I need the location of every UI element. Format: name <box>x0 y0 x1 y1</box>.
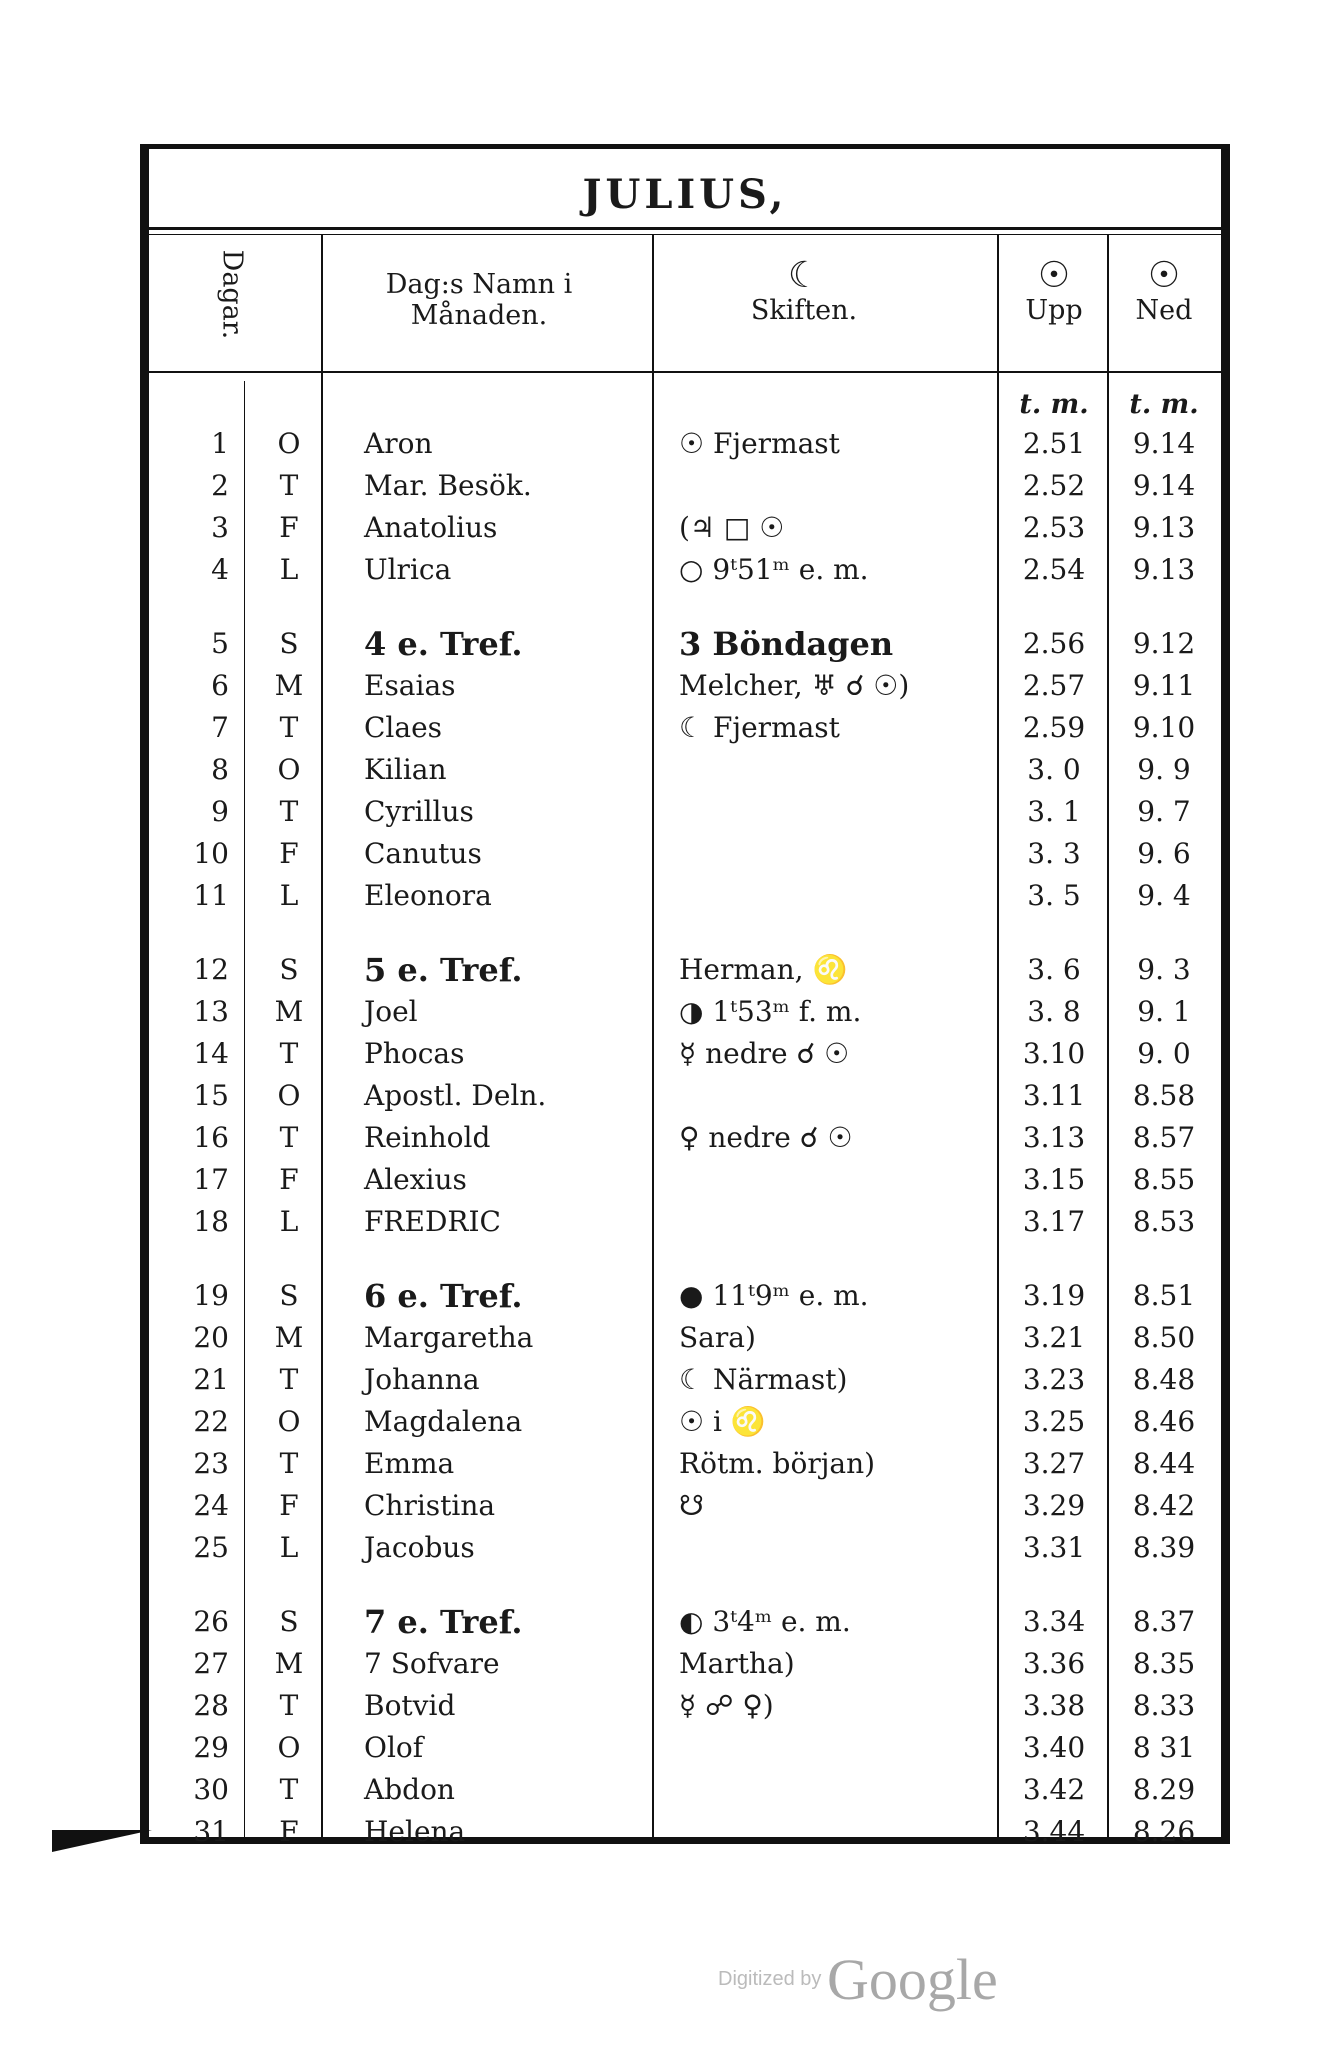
sunrise-time: 3.23 <box>1022 1363 1086 1396</box>
weekday-letter: T <box>279 1447 299 1480</box>
sun-icon: ☉ <box>1147 255 1181 296</box>
table-row <box>149 624 1221 664</box>
phases-label: Skiften. <box>750 295 858 326</box>
name-of-day: Kilian <box>364 753 447 786</box>
phase-note: Rötm. början) <box>679 1447 876 1480</box>
weekday-letter: L <box>279 879 299 912</box>
sunrise-time: 3. 8 <box>1027 995 1081 1028</box>
sunrise-time: 3.42 <box>1022 1773 1086 1806</box>
weekday-letter: M <box>274 995 304 1028</box>
table-row <box>149 992 1221 1032</box>
table-row <box>149 792 1221 832</box>
table-row <box>149 1486 1221 1526</box>
weekday-letter: S <box>279 1605 299 1638</box>
sunset-time: 9.14 <box>1132 469 1196 502</box>
name-of-day: Magdalena <box>364 1405 523 1438</box>
sunset-time: 8 31 <box>1132 1731 1196 1764</box>
weekday-letter: F <box>279 1163 299 1196</box>
sunset-time: 9.13 <box>1132 553 1196 586</box>
weekday-letter: O <box>277 1405 301 1438</box>
weekday-letter: S <box>279 627 299 660</box>
day-number: 17 <box>193 1163 229 1196</box>
digitized-label: Digitized by <box>718 1967 822 1990</box>
digitized-watermark <box>718 1946 998 2013</box>
sunset-time: 9. 9 <box>1137 753 1191 786</box>
sunset-time: 9. 3 <box>1137 953 1191 986</box>
sunrise-header <box>1004 257 1104 326</box>
title-divider <box>149 227 1221 230</box>
phase-note: ☋ <box>679 1489 704 1522</box>
weekday-letter: F <box>279 1815 299 1848</box>
sunset-time: 9.10 <box>1132 711 1196 744</box>
table-row <box>149 1276 1221 1316</box>
day-number: 29 <box>193 1731 229 1764</box>
sunrise-time: 2.52 <box>1022 469 1086 502</box>
weekday-letter: T <box>279 1773 299 1806</box>
name-of-day: Helena <box>364 1815 466 1848</box>
weekday-letter: T <box>279 711 299 744</box>
day-number: 21 <box>193 1363 229 1396</box>
table-row <box>149 1812 1221 1852</box>
name-of-day: Emma <box>364 1447 455 1480</box>
sunset-time: 8.35 <box>1132 1647 1196 1680</box>
table-row <box>149 550 1221 590</box>
sunset-time: 8.58 <box>1132 1079 1196 1112</box>
table-row <box>149 666 1221 706</box>
name-of-day: 6 e. Tref. <box>364 1277 523 1315</box>
table-row <box>149 1528 1221 1568</box>
sunrise-time: 2.54 <box>1022 553 1086 586</box>
weekday-letter: O <box>277 1731 301 1764</box>
sunset-time: 8.46 <box>1132 1405 1196 1438</box>
day-number: 16 <box>193 1121 229 1154</box>
day-number: 12 <box>193 953 229 986</box>
day-number: 25 <box>193 1531 229 1564</box>
weekday-letter: T <box>279 795 299 828</box>
name-of-day: Anatolius <box>364 511 498 544</box>
day-number: 1 <box>211 427 229 460</box>
day-number: 13 <box>193 995 229 1028</box>
day-number: 31 <box>193 1815 229 1848</box>
sunset-time: 9. 4 <box>1137 879 1191 912</box>
sunrise-time: 2.51 <box>1022 427 1086 460</box>
day-number: 7 <box>211 711 229 744</box>
weekday-letter: F <box>279 837 299 870</box>
table-row <box>149 1444 1221 1484</box>
name-of-day: 7 Sofvare <box>364 1647 500 1680</box>
name-of-day: Joel <box>364 995 418 1028</box>
name-of-day: Aron <box>364 427 433 460</box>
day-number: 28 <box>193 1689 229 1722</box>
weekday-letter: T <box>279 1363 299 1396</box>
table-row <box>149 508 1221 548</box>
sunrise-time: 3.40 <box>1022 1731 1086 1764</box>
name-of-day: Alexius <box>364 1163 467 1196</box>
sunset-label: Ned <box>1135 295 1193 326</box>
weekday-letter: O <box>277 753 301 786</box>
sunset-time: 8.29 <box>1132 1773 1196 1806</box>
sunset-time: 8.48 <box>1132 1363 1196 1396</box>
header-divider <box>149 371 1221 373</box>
sunrise-time: 2.53 <box>1022 511 1086 544</box>
sunset-time: 8.42 <box>1132 1489 1196 1522</box>
weekday-letter: F <box>279 511 299 544</box>
sunset-time: 8.44 <box>1132 1447 1196 1480</box>
table-row <box>149 708 1221 748</box>
name-of-day: Claes <box>364 711 443 744</box>
day-number: 10 <box>193 837 229 870</box>
phase-note: ○ 9ᵗ51ᵐ e. m. <box>679 553 869 586</box>
name-of-day: Olof <box>364 1731 424 1764</box>
day-number: 6 <box>211 669 229 702</box>
name-of-day: 5 e. Tref. <box>364 951 523 989</box>
weekday-letter: M <box>274 669 304 702</box>
weekday-letter: S <box>279 953 299 986</box>
sunset-time: 8.33 <box>1132 1689 1196 1722</box>
name-of-day: Jacobus <box>364 1531 475 1564</box>
table-row <box>149 1728 1221 1768</box>
phase-note: Melcher, ♅ ☌ ☉) <box>679 669 910 702</box>
table-row <box>149 466 1221 506</box>
name-of-day: Eleonora <box>364 879 492 912</box>
sunset-time: 9. 1 <box>1137 995 1191 1028</box>
sunrise-time: 3.44 <box>1022 1815 1086 1848</box>
name-of-day: 4 e. Tref. <box>364 625 523 663</box>
name-of-day: Apostl. Deln. <box>364 1079 547 1112</box>
day-number: 2 <box>211 469 229 502</box>
phase-note: (♃ □ ☉ <box>679 511 785 544</box>
phase-note: ◑ 1ᵗ53ᵐ f. m. <box>679 995 862 1028</box>
sunrise-time: 2.57 <box>1022 669 1086 702</box>
sunset-unit: t. m. <box>1129 389 1199 420</box>
name-of-day: Botvid <box>364 1689 456 1722</box>
table-row <box>149 750 1221 790</box>
sunset-time: 8.37 <box>1132 1605 1196 1638</box>
name-of-day: FREDRIC <box>364 1205 501 1238</box>
table-row <box>149 1318 1221 1358</box>
sunset-time: 8.39 <box>1132 1531 1196 1564</box>
sunrise-time: 3.15 <box>1022 1163 1086 1196</box>
weekday-letter: T <box>279 1037 299 1070</box>
sunrise-time: 3.19 <box>1022 1279 1086 1312</box>
sunrise-time: 3. 1 <box>1027 795 1081 828</box>
moon-icon: ☾ <box>787 255 821 296</box>
weekday-letter: L <box>279 1205 299 1238</box>
day-number: 8 <box>211 753 229 786</box>
sunset-time: 8.51 <box>1132 1279 1196 1312</box>
phase-note: ☿ nedre ☌ ☉ <box>679 1037 850 1070</box>
sunset-time: 8.50 <box>1132 1321 1196 1354</box>
day-number: 3 <box>211 511 229 544</box>
day-number: 20 <box>193 1321 229 1354</box>
weekday-letter: L <box>279 1531 299 1564</box>
phase-note: ☾ Närmast) <box>679 1363 848 1396</box>
sunset-header <box>1114 257 1214 326</box>
phase-note: ● 11ᵗ9ᵐ e. m. <box>679 1279 869 1312</box>
day-number: 30 <box>193 1773 229 1806</box>
sunrise-label: Upp <box>1025 295 1083 326</box>
table-row <box>149 1076 1221 1116</box>
sunrise-time: 3. 5 <box>1027 879 1081 912</box>
sunrise-time: 3.34 <box>1022 1605 1086 1638</box>
sunrise-time: 3.36 <box>1022 1647 1086 1680</box>
phase-note: Sara) <box>679 1321 756 1354</box>
day-number: 27 <box>193 1647 229 1680</box>
sun-icon: ☉ <box>1037 255 1071 296</box>
sunrise-time: 3.17 <box>1022 1205 1086 1238</box>
table-row <box>149 1602 1221 1642</box>
day-number: 4 <box>211 553 229 586</box>
sunset-time: 9.11 <box>1132 669 1196 702</box>
name-of-day: Abdon <box>364 1773 455 1806</box>
sunset-time: 8.53 <box>1132 1205 1196 1238</box>
phase-note: ☉ i ♌ <box>679 1405 766 1438</box>
name-of-day: 7 e. Tref. <box>364 1603 523 1641</box>
day-number: 9 <box>211 795 229 828</box>
sunset-time: 9. 7 <box>1137 795 1191 828</box>
day-number: 22 <box>193 1405 229 1438</box>
day-number: 18 <box>193 1205 229 1238</box>
weekday-letter: S <box>279 1279 299 1312</box>
weekday-letter: T <box>279 1689 299 1722</box>
table-row <box>149 1202 1221 1242</box>
day-number: 24 <box>193 1489 229 1522</box>
name-of-day: Margaretha <box>364 1321 534 1354</box>
table-row <box>149 1118 1221 1158</box>
sunrise-time: 3. 3 <box>1027 837 1081 870</box>
sunrise-time: 3.25 <box>1022 1405 1086 1438</box>
name-of-day: Reinhold <box>364 1121 491 1154</box>
name-of-day: Esaias <box>364 669 456 702</box>
phase-note: 3 Böndagen <box>679 625 894 663</box>
phase-note: ☉ Fjermast <box>679 427 840 460</box>
sunset-time: 8.26 <box>1132 1815 1196 1848</box>
table-row <box>149 1402 1221 1442</box>
table-row <box>149 1644 1221 1684</box>
weekday-letter: O <box>277 1079 301 1112</box>
day-number: 15 <box>193 1079 229 1112</box>
sunrise-unit: t. m. <box>1019 389 1089 420</box>
table-row <box>149 1360 1221 1400</box>
sunrise-time: 3.38 <box>1022 1689 1086 1722</box>
sunset-time: 9. 0 <box>1137 1037 1191 1070</box>
table-row <box>149 950 1221 990</box>
table-row <box>149 834 1221 874</box>
table-row <box>149 424 1221 464</box>
sunrise-time: 2.59 <box>1022 711 1086 744</box>
day-number: 5 <box>211 627 229 660</box>
sunset-time: 9.13 <box>1132 511 1196 544</box>
weekday-letter: M <box>274 1647 304 1680</box>
table-row <box>149 876 1221 916</box>
weekday-letter: F <box>279 1489 299 1522</box>
weekday-letter: O <box>277 427 301 460</box>
phase-note: ◐ 3ᵗ4ᵐ e. m. <box>679 1605 851 1638</box>
phase-note: ☾ Fjermast <box>679 711 840 744</box>
day-number: 26 <box>193 1605 229 1638</box>
sunrise-time: 3.27 <box>1022 1447 1086 1480</box>
name-of-day: Johanna <box>364 1363 480 1396</box>
names-header: Dag:s Namn i Månaden. <box>385 269 573 331</box>
sunrise-time: 2.56 <box>1022 627 1086 660</box>
sunrise-time: 3. 0 <box>1027 753 1081 786</box>
sunrise-time: 3.10 <box>1022 1037 1086 1070</box>
sunrise-time: 3.29 <box>1022 1489 1086 1522</box>
sunrise-time: 3.11 <box>1022 1079 1086 1112</box>
name-of-day: Mar. Besök. <box>364 469 532 502</box>
table-row <box>149 1160 1221 1200</box>
name-of-day: Phocas <box>364 1037 465 1070</box>
day-number: 19 <box>193 1279 229 1312</box>
name-of-day: Cyrillus <box>364 795 474 828</box>
sunset-time: 9.14 <box>1132 427 1196 460</box>
sunrise-time: 3.31 <box>1022 1531 1086 1564</box>
table-row <box>149 1686 1221 1726</box>
days-header: Dagar. <box>216 249 248 340</box>
title-divider-thin <box>149 234 1221 235</box>
phase-note: Herman, ♌ <box>679 953 848 986</box>
page-edge-mark <box>52 1830 152 1852</box>
table-row <box>149 1034 1221 1074</box>
sunset-time: 8.57 <box>1132 1121 1196 1154</box>
sunset-time: 9. 6 <box>1137 837 1191 870</box>
sunrise-time: 3.13 <box>1022 1121 1086 1154</box>
day-number: 23 <box>193 1447 229 1480</box>
weekday-letter: L <box>279 553 299 586</box>
weekday-letter: M <box>274 1321 304 1354</box>
phase-note: Martha) <box>679 1647 795 1680</box>
phase-note: ☿ ☍ ♀) <box>679 1689 774 1722</box>
brand-logo: Google <box>826 1947 998 2012</box>
sunrise-time: 3. 6 <box>1027 953 1081 986</box>
name-of-day: Ulrica <box>364 553 452 586</box>
day-number: 14 <box>193 1037 229 1070</box>
table-row <box>149 1770 1221 1810</box>
sunset-time: 9.12 <box>1132 627 1196 660</box>
sunset-time: 8.55 <box>1132 1163 1196 1196</box>
weekday-letter: T <box>279 469 299 502</box>
phase-note: ♀ nedre ☌ ☉ <box>679 1121 853 1154</box>
weekday-letter: T <box>279 1121 299 1154</box>
phases-header <box>669 257 939 326</box>
day-number: 11 <box>193 879 229 912</box>
name-of-day: Canutus <box>364 837 482 870</box>
month-title: JULIUS, <box>582 171 788 218</box>
calendar-table <box>140 144 1230 1848</box>
name-of-day: Christina <box>364 1489 496 1522</box>
sunrise-time: 3.21 <box>1022 1321 1086 1354</box>
